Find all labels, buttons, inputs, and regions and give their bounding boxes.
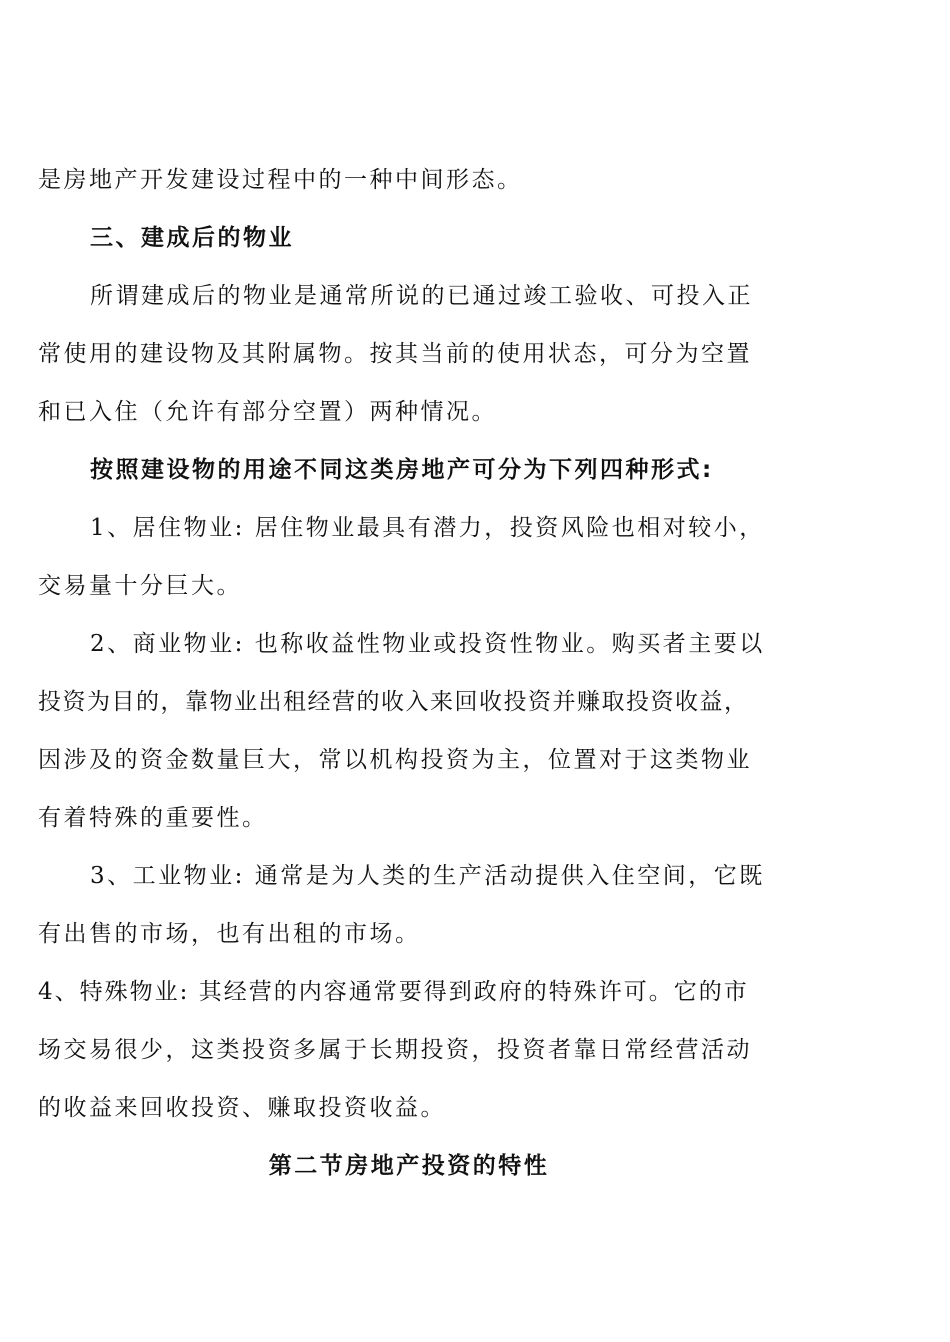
- list-item-line: 有出售的市场，也有出租的市场。: [38, 921, 421, 947]
- paragraph-line: 和已入住（允许有部分空置）两种情况。: [38, 399, 497, 425]
- list-item-line: 1、居住物业: 居住物业最具有潜力，投资风险也相对较小，: [90, 515, 765, 541]
- list-item-line: 的收益来回收投资、赚取投资收益。: [38, 1095, 446, 1121]
- list-item-line: 2、商业物业: 也称收益性物业或投资性物业。购买者主要以: [90, 631, 765, 657]
- chapter-section-title: 第二节房地产投资的特性: [268, 1153, 550, 1179]
- list-item-line: 有着特殊的重要性。: [38, 805, 268, 831]
- paragraph-line: 常使用的建设物及其附属物。按其当前的使用状态，可分为空置: [38, 341, 752, 367]
- list-item-line: 投资为目的，靠物业出租经营的收入来回收投资并赚取投资收益，: [38, 689, 749, 715]
- subheading: 按照建设物的用途不同这类房地产可分为下列四种形式:: [90, 457, 714, 483]
- list-item-line: 3、工业物业: 通常是为人类的生产活动提供入住空间，它既: [90, 863, 765, 889]
- section-heading: 三、建成后的物业: [90, 225, 294, 251]
- paragraph-line: 是房地产开发建设过程中的一种中间形态。: [38, 167, 523, 193]
- list-item-line: 场交易很少，这类投资多属于长期投资，投资者靠日常经营活动: [38, 1037, 752, 1063]
- list-item-line: 交易量十分巨大。: [38, 573, 242, 599]
- paragraph-line: 所谓建成后的物业是通常所说的已通过竣工验收、可投入正: [90, 283, 753, 309]
- list-item-line: 因涉及的资金数量巨大，常以机构投资为主，位置对于这类物业: [38, 747, 752, 773]
- list-item-line: 4、特殊物业: 其经营的内容通常要得到政府的特殊许可。它的市: [38, 979, 749, 1005]
